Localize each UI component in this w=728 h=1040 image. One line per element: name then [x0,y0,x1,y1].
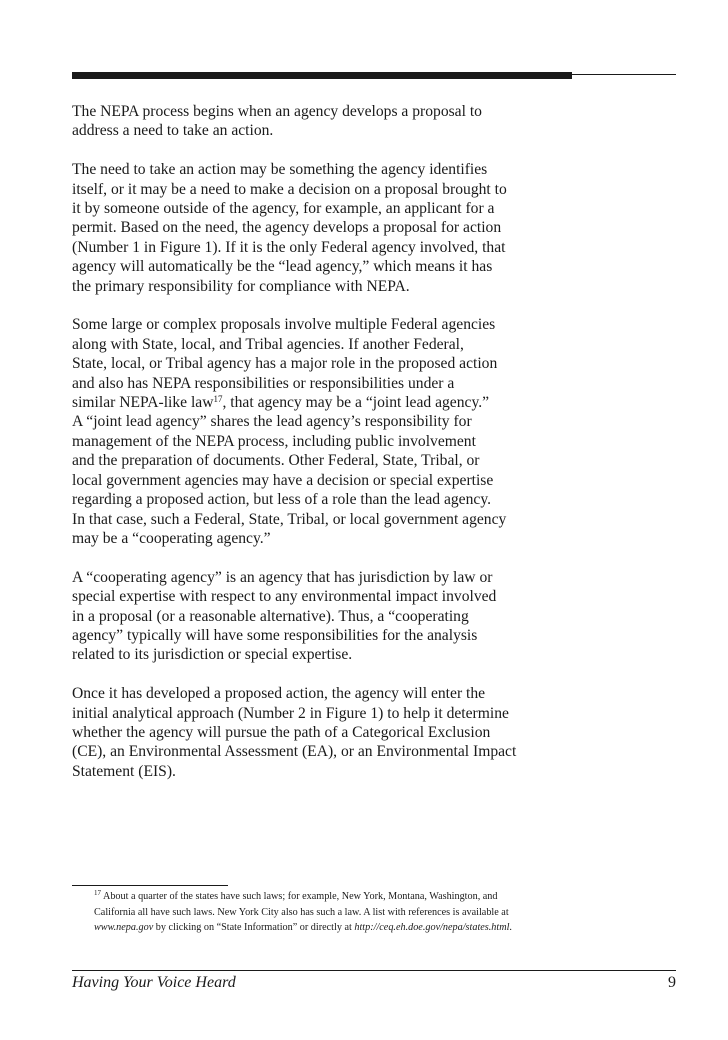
text-line: agency” typically will have some responsibilities for the analysis [72,626,478,644]
footnote-line: California all have such laws. New York City also has such a law. A list with references is available at [94,906,509,918]
text-line: and also has NEPA responsibilities or responsibilities under a [72,374,455,392]
text-line-with-footnote [72,393,572,412]
text-line: Some large or complex proposals involve multiple Federal agencies [72,316,496,334]
footnote-text: About a quarter of the states have such laws; for example, New York, Montana, Washington, and [102,891,498,902]
footnote-rule [72,885,228,886]
text-line: the primary responsibility for compliance with NEPA. [72,277,410,295]
footnote-text: . [509,922,512,933]
text-line: (Number 1 in Figure 1). If it is the only Federal agency involved, that [72,238,506,256]
text-line: itself, or it may be a need to make a decision on a proposal brought to [72,180,507,198]
running-title: Having Your Voice Heard [72,974,236,991]
text-line: whether the agency will pursue the path of a Categorical Exclusion [72,723,491,741]
text-line: may be a “cooperating agency.” [72,529,271,547]
paragraph-3 [72,315,572,548]
text-line: Once it has developed a proposed action, the agency will enter the [72,685,486,703]
text-line: regarding a proposed action, but less of a role than the lead agency. [72,491,491,509]
paragraph-2 [72,160,572,296]
text-line: special expertise with respect to any environmental impact involved [72,588,497,606]
text-line: In that case, such a Federal, State, Tribal, or local government agency [72,510,507,528]
paragraph-1 [72,102,572,141]
nepa-link[interactable]: www.nepa.gov [94,922,154,933]
page-number: 9 [668,974,676,991]
text-line: Statement (EIS). [72,762,176,780]
footnote [94,889,564,936]
text-line: address a need to take an action. [72,122,274,140]
text-fragment: , that agency may be a “joint lead agency.” [222,394,490,412]
text-fragment: similar NEPA-like law [72,394,214,412]
text-line: State, local, or Tribal agency has a major role in the proposed action [72,355,498,373]
text-line: A “joint lead agency” shares the lead agency’s responsibility for [72,413,472,431]
footnote-line [94,920,564,936]
text-line: The need to take an action may be something the agency identifies [72,161,488,179]
text-line: A “cooperating agency” is an agency that has jurisdiction by law or [72,568,493,586]
text-line: in a proposal (or a reasonable alternative). Thus, a “cooperating [72,607,469,625]
text-line: The NEPA process begins when an agency develops a proposal to [72,103,482,120]
body-text [72,102,572,801]
paragraph-5 [72,684,572,781]
footer-rule [72,970,676,971]
header-rule-thin [572,74,676,75]
footnote-reference[interactable]: 17 [213,394,223,405]
text-line: related to its jurisdiction or special expertise. [72,646,353,664]
ceq-states-link[interactable]: http://ceq.eh.doe.gov/nepa/states.html [354,922,510,933]
text-line: permit. Based on the need, the agency develops a proposal for action [72,219,502,237]
text-line: (CE), an Environmental Assessment (EA), or an Environmental Impact [72,743,517,761]
text-line: management of the NEPA process, including public involvement [72,432,476,450]
text-line: and the preparation of documents. Other Federal, State, Tribal, or [72,452,480,470]
text-line: local government agencies may have a decision or special expertise [72,471,494,489]
footnote-number: 17 [94,889,101,897]
text-line: it by someone outside of the agency, for example, an applicant for a [72,200,495,218]
text-line: initial analytical approach (Number 2 in Figure 1) to help it determine [72,704,509,722]
text-line: along with State, local, and Tribal agencies. If another Federal, [72,335,464,353]
footnote-line [94,889,564,905]
text-line: agency will automatically be the “lead agency,” which means it has [72,258,493,276]
footnote-text: by clicking on “State Information” or directly at [153,922,355,933]
header-rule-thick [72,72,572,79]
paragraph-4 [72,568,572,665]
